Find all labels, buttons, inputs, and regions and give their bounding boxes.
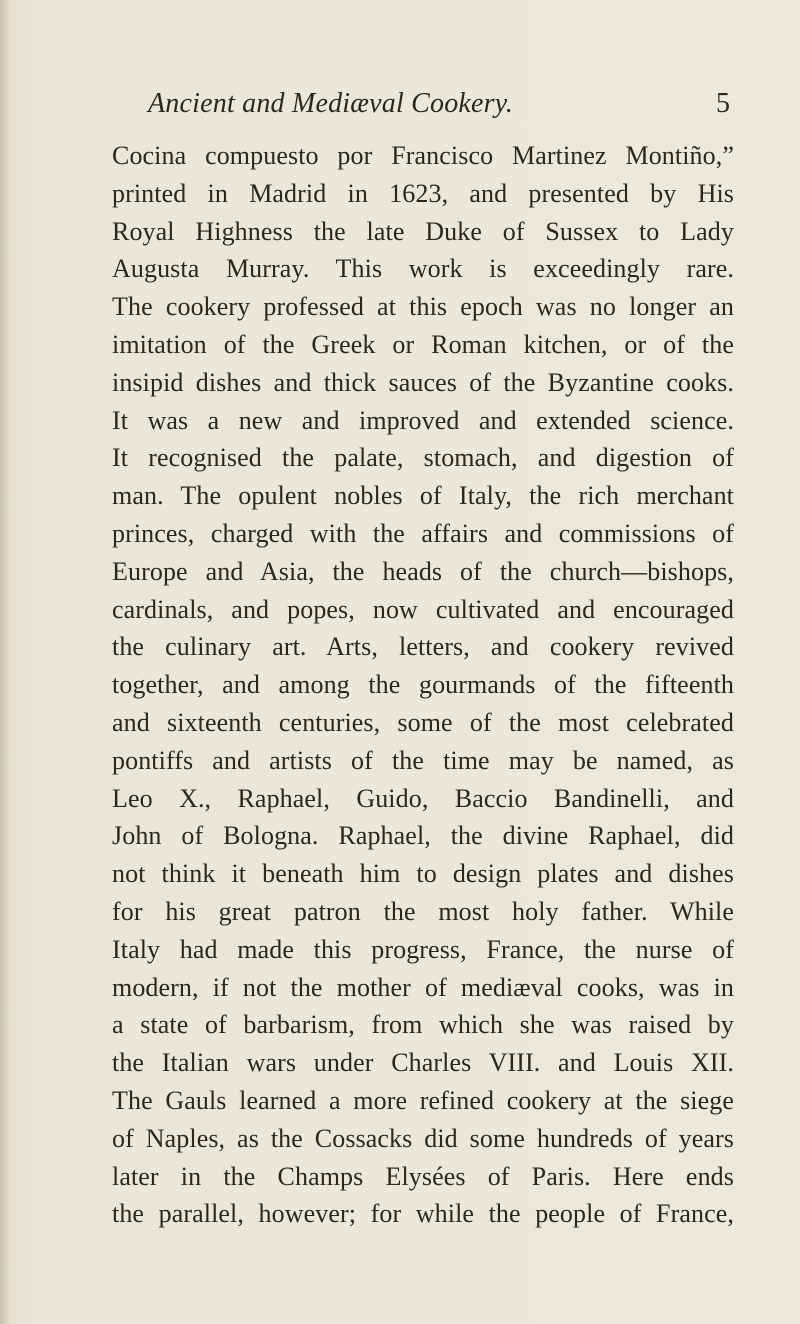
- text-line: cardinals, and popes, now cultivated and encouraged: [112, 594, 734, 624]
- text-line: Cocina compuesto por Francisco Martinez Montiño,”: [112, 141, 734, 170]
- text-line: for his great patron the most holy father. While: [112, 896, 734, 926]
- text-line: Leo X., Raphael, Guido, Baccio Bandinelli, and: [112, 783, 734, 813]
- spine-shadow: [0, 0, 10, 1324]
- text-line: together, and among the gourmands of the fifteenth: [112, 670, 734, 700]
- body-text: [112, 137, 734, 1233]
- text-line: Italy had made this progress, France, the nurse of: [112, 934, 734, 964]
- text-line: John of Bologna. Raphael, the divine Raphael, did: [112, 821, 734, 851]
- text-line: insipid dishes and thick sauces of the Byzantine cooks.: [112, 367, 734, 397]
- text-line: imitation of the Greek or Roman kitchen, or of the: [112, 329, 734, 359]
- running-title: Ancient and Mediæval Cookery.: [148, 88, 514, 119]
- text-line: Augusta Murray. This work is exceedingly rare.: [112, 254, 734, 284]
- text-line: later in the Champs Elysées of Paris. Here ends: [112, 1161, 734, 1191]
- text-line: not think it beneath him to design plates and dishes: [112, 859, 734, 889]
- text-line: It was a new and improved and extended science.: [112, 405, 734, 435]
- text-line: man. The opulent nobles of Italy, the rich merchant: [112, 481, 734, 511]
- text-line: princes, charged with the affairs and commissions of: [112, 518, 734, 548]
- text-line: and sixteenth centuries, some of the most celebrated: [112, 707, 734, 737]
- text-line: Europe and Asia, the heads of the church—bishops,: [112, 556, 734, 586]
- text-line: It recognised the palate, stomach, and digestion of: [112, 443, 734, 473]
- text-line: printed in Madrid in 1623, and presented by His: [112, 178, 734, 208]
- text-line: the parallel, however; for while the people of France,: [112, 1199, 734, 1229]
- text-line: the Italian wars under Charles VIII. and Louis XII.: [112, 1048, 734, 1078]
- text-line: Royal Highness the late Duke of Sussex to Lady: [112, 216, 734, 246]
- text-line: modern, if not the mother of mediæval cooks, was in: [112, 972, 734, 1002]
- page-header: [90, 88, 730, 128]
- text-line: The Gauls learned a more refined cookery at the siege: [112, 1085, 734, 1115]
- text-line: the culinary art. Arts, letters, and cookery revived: [112, 632, 734, 662]
- text-line: a state of barbarism, from which she was raised by: [112, 1010, 734, 1040]
- text-line: The cookery professed at this epoch was no longer an: [112, 292, 734, 322]
- text-line: pontiffs and artists of the time may be named, as: [112, 745, 734, 775]
- text-line: of Naples, as the Cossacks did some hundreds of years: [112, 1123, 734, 1153]
- page-number: 5: [716, 88, 730, 119]
